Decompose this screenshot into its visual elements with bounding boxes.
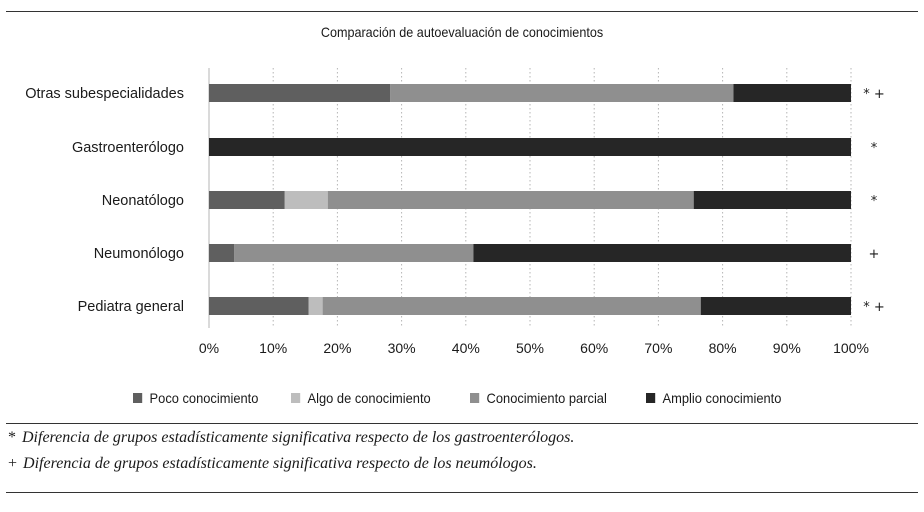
legend-item — [291, 390, 431, 406]
category-label: Gastroenterólogo — [71, 140, 184, 156]
bar-segment — [209, 244, 234, 262]
bar-segment — [323, 297, 701, 315]
bar-segment — [209, 191, 285, 209]
legend-label: Algo de conocimiento — [307, 390, 431, 406]
significance-marker: + — [868, 247, 880, 262]
legend-item — [646, 390, 781, 406]
bar-segment — [694, 191, 851, 209]
footnote — [8, 429, 574, 447]
bar-segment — [209, 297, 309, 315]
x-tick-label: 40% — [451, 340, 480, 356]
significance-marker: * — [870, 194, 878, 209]
legend-swatch — [470, 393, 479, 403]
x-tick-label: 10% — [259, 340, 288, 356]
significance-marker: * + — [863, 87, 885, 102]
middle-rule — [6, 423, 918, 424]
bar-segment — [234, 244, 473, 262]
legend — [0, 390, 924, 410]
chart-title: Comparación de autoevaluación de conocimientos — [320, 24, 604, 40]
x-tick-label: 100% — [833, 340, 869, 356]
bar-segment — [734, 84, 851, 102]
x-tick-label: 50% — [515, 340, 545, 356]
x-tick-label: 80% — [708, 340, 737, 356]
category-label: Pediatra general — [77, 299, 184, 315]
legend-swatch — [133, 393, 142, 403]
significance-marker: * — [870, 141, 878, 156]
category-label: Neumonólogo — [93, 246, 184, 262]
bar-segment — [209, 138, 851, 156]
legend-swatch — [646, 393, 655, 403]
bar-segment — [328, 191, 694, 209]
footnote-text: Diferencia de grupos estadísticamente significativa respecto de los neumólogos. — [23, 455, 537, 472]
legend-label: Conocimiento parcial — [486, 390, 607, 406]
footnote-mark: + — [8, 455, 18, 472]
legend-label: Amplio conocimiento — [662, 390, 782, 406]
x-tick-label: 60% — [580, 340, 609, 356]
legend-item — [133, 390, 258, 406]
footnote-mark: * — [8, 429, 16, 446]
bar-segment — [285, 191, 328, 209]
legend-swatch — [291, 393, 300, 403]
footnote — [8, 455, 537, 473]
x-tick-label: 0% — [198, 340, 220, 356]
legend-item — [470, 390, 607, 406]
bar-segment — [209, 84, 390, 102]
x-tick-label: 30% — [387, 340, 416, 356]
x-tick-label: 20% — [323, 340, 352, 356]
significance-marker: * + — [863, 300, 885, 315]
x-tick-label: 70% — [644, 340, 673, 356]
bar-segment — [390, 84, 733, 102]
x-tick-label: 90% — [772, 340, 801, 356]
footnote-text: Diferencia de grupos estadísticamente significativa respecto de los gastroenterólogos. — [22, 429, 575, 446]
bar-segment — [701, 297, 851, 315]
legend-label: Poco conocimiento — [149, 390, 259, 406]
bar-segment — [474, 244, 851, 262]
category-label: Otras subespecialidades — [25, 86, 184, 102]
bottom-rule — [6, 492, 918, 493]
category-label: Neonatólogo — [101, 193, 184, 209]
bar-segment — [309, 297, 323, 315]
